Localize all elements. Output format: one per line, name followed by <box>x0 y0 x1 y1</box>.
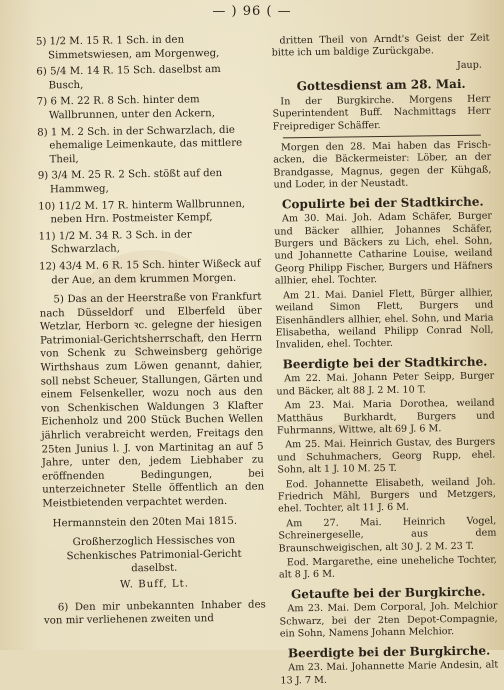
register-entry: Eod. Margarethe, eine uneheliche Tochter, alt 8 J. 6 M. <box>278 554 497 581</box>
section-heading: Beerdigte bei der Burgkirche. <box>287 643 491 661</box>
register-entry: Am 21. Mai. Daniel Flett, Bürger allhier, weiland Simon Flett, Burgers und Eisenhändlers allhier, ehel. Sohn, und Maria Elisabetha, weiland Philipp Conrad Noll, Invaliden, ehel. Tochter. <box>275 287 494 351</box>
section-heading: Getaufte bei der Burgkirche. <box>290 584 486 602</box>
list-item: 9) 3/4 M. 25 R. 2 Sch. stößt auf den Hammweg, <box>37 168 223 196</box>
section-heading: Copulirte bei der Stadtkirche. <box>281 194 484 212</box>
service-text: In der Burgkirche. Morgens Herr Superintendent Buff. Nachmittags Herr Freiprediger Schäffer. <box>272 93 491 133</box>
list-item: 6) 5/4 M. 14 R. 15 Sch. daselbst am Busch, <box>36 64 221 92</box>
place-date: Hermannstein den 20ten Mai 1815. <box>52 515 238 529</box>
list-item: 8) 1 M. 2 Sch. in der Schwarzlach, die ehemalige Leimenkaute, das mittlere Theil, <box>37 124 243 166</box>
register-entry: Am 30. Mai. Joh. Adam Schäfer, Burger und Bäcker allhier, Johannes Schäfer, Burgers und Bäckers zu Lich, ehel. Sohn, und Johannette Catharine Louise, weiland Georg Philipp Fischer, Burgers und Häfners allhier, ehel. Tochter. <box>274 210 493 287</box>
left-column <box>36 32 266 634</box>
right-column <box>271 33 498 690</box>
register-entry: Am 27. Mai. Heinrich Vogel, Schreinergeselle, aus dem Braunschweigischen, alt 30 J. 2 M. 23 T. <box>278 515 497 555</box>
list-item: 5) 1/2 M. 15 R. 1 Sch. in den Simmetswiesen, am Morgenweg, <box>35 34 220 62</box>
list-item: 12) 43/4 M. 6 R. 15 Sch. hinter Wißeck auf der Aue, an dem krummen Morgen. <box>38 258 261 286</box>
register-entry: Am 25. Mai. Heinrich Gustav, des Burgers und Schuhmachers, Georg Rupp, ehel. Sohn, alt 1 J. 10 M. 25 T. <box>277 436 496 476</box>
book-return-notice: dritten Theil von Arndt's Geist der Zeit bitte ich um baldige Zurückgabe. <box>271 32 490 59</box>
notice-paragraph: 6) Den mir unbekannten Inhaber des von mir verliehenen zweiten und <box>43 598 266 627</box>
notice-signature: Jaup. <box>456 59 482 71</box>
register-entry: Am 23. Mai. Maria Dorothea, weiland Matthäus Burkhardt, Burgers und Fuhrmanns, Wittwe, alt 69 J. 6 M. <box>276 397 495 437</box>
divider <box>283 135 481 139</box>
list-item: 11) 1/2 M. 34 R. 3 Sch. in der Schwarzlach, <box>38 229 192 256</box>
register-entry: Am 23. Mai. Johannette Marie Andesin, alt 13 J. 7 M. <box>280 659 499 687</box>
list-item: 7) 6 M. 22 R. 8 Sch. hinter dem Wallbrunnen, unter den Ackern, <box>36 94 215 122</box>
issuing-authority: Großherzoglich Hessisches von Schenkisches Patrimonial-Gericht daselbst. <box>66 535 242 575</box>
signature: W. Buff, Lt. <box>119 578 190 591</box>
register-entry: Am 23. Mai. Dem Corporal, Joh. Melchior Schwarz, bei der 2ten Depot-Compagnie, ein Sohn, Namens Johann Melchior. <box>279 600 498 640</box>
section-heading: Beerdigte bei der Stadtkirche. <box>282 354 488 372</box>
lease-notice-paragraph: 5) Das an der Heerstraße von Frankfurt nach Düsseldorf und Elberfeld über Wetzlar, Herborn ꝛc. gelegne der hiesigen Patrimonial-Gerichtsherrschaft, den Herrn von Schenk zu Schweinsberg gehörige Wirthshaus zum Löwen genannt, dahier, soll nebst Scheuer, Stallungen, Gärten und einem Felsenkeller, wozu noch aus den von Schenkischen Waldungen 3 Klafter Eichenholz und 200 Stück Buchen Wellen jährlich verabreicht werden, Freitags den 25ten Junius l. J. von Martinitag an auf 5 Jahre, unter den, jedem Liebhaber zu eröffnenden Bedingungen, bei unterzeichneter Stelle öffentlich an den Meistbietenden verpachtet werden. <box>39 291 265 510</box>
register-entry: Eod. Johannette Elisabeth, weiland Joh. Friedrich Mähl, Burgers und Metzgers, ehel. Tochter, alt 11 J. 6 M. <box>277 476 496 515</box>
service-heading: Gottesdienst am 28. Mai. <box>296 77 466 94</box>
register-entry: Am 22. Mai. Johann Peter Seipp, Burger und Bäcker, alt 88 J. 2 M. 10 T. <box>276 370 495 398</box>
list-item: 10) 11/2 M. 17 R. hinterm Wallbrunnen, neben Hrn. Postmeister Kempf, <box>38 198 246 226</box>
page-number: — ) 96 ( — <box>212 4 292 19</box>
bakers-notice: Morgen den 28. Mai haben das Frisch-acken, die Bäckermeister: Löber, an der Brandgasse, Magnus, gegen der Kühgaß, und Loder, in der Neustadt. <box>273 139 492 191</box>
